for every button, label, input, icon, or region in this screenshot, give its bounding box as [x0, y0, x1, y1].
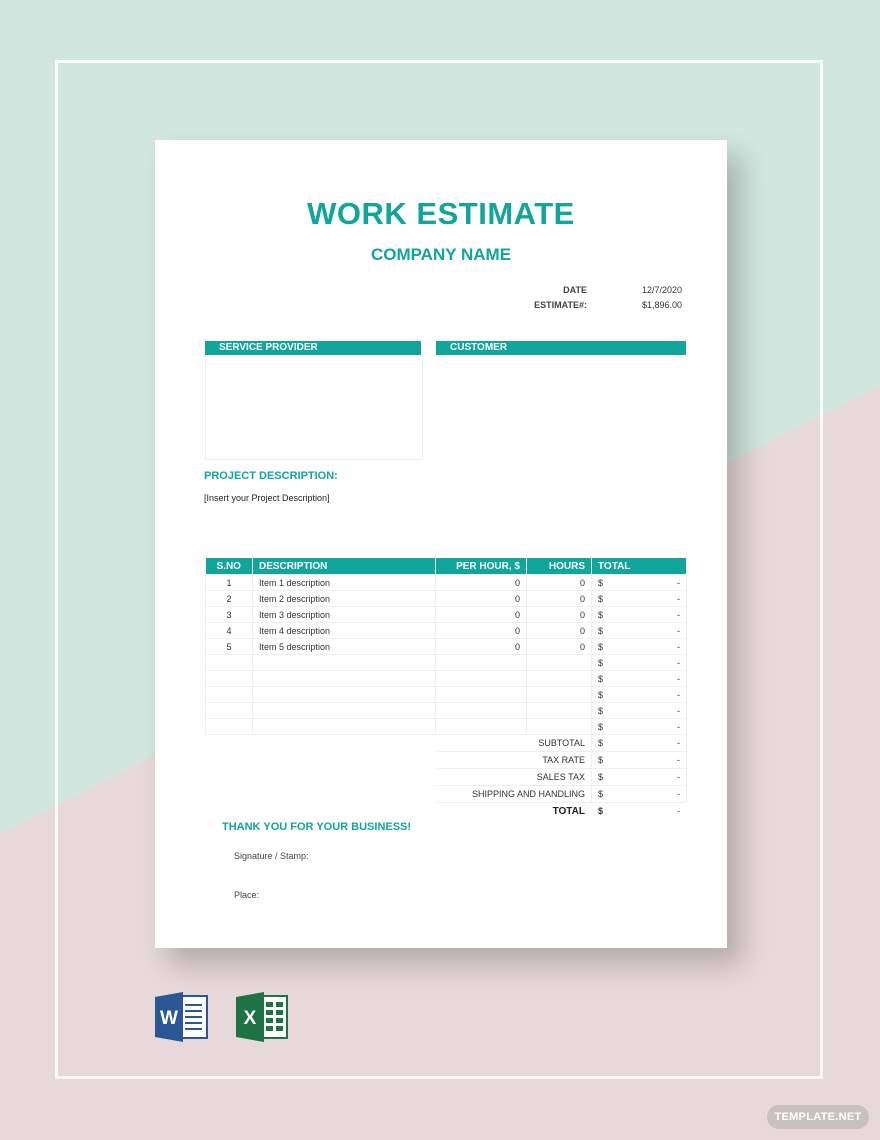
- currency-symbol: $: [598, 789, 604, 799]
- table-row: [206, 703, 687, 719]
- currency-symbol: $: [598, 772, 604, 782]
- thank-you-message: THANK YOU FOR YOUR BUSINESS!: [222, 821, 412, 833]
- summary-value-cell: [592, 803, 687, 820]
- summary-row-total: [206, 803, 687, 820]
- document-title: WORK ESTIMATE: [307, 196, 575, 231]
- summary-value-cell: [592, 752, 687, 769]
- summary-label: SALES TAX: [436, 769, 592, 786]
- cell-hours: [527, 703, 592, 719]
- cell-hours: 0: [527, 575, 592, 591]
- currency-symbol: $: [598, 738, 604, 748]
- cell-description: Item 4 description: [253, 623, 436, 639]
- header-per-hour: PER HOUR, $: [436, 558, 527, 575]
- cell-hours: 0: [527, 639, 592, 655]
- total-value: -: [677, 673, 680, 684]
- cell-per-hour: [436, 655, 527, 671]
- currency-symbol: $: [598, 657, 604, 668]
- cell-total: [592, 639, 687, 655]
- total-value: -: [677, 705, 680, 716]
- summary-label: SUBTOTAL: [436, 735, 592, 752]
- cell-description: Item 1 description: [253, 575, 436, 591]
- total-value: -: [677, 609, 680, 620]
- cell-per-hour: 0: [436, 607, 527, 623]
- project-description-text: [Insert your Project Description]: [204, 493, 330, 503]
- summary-label: SHIPPING AND HANDLING: [436, 786, 592, 803]
- cell-description: Item 2 description: [253, 591, 436, 607]
- word-format-icon: [155, 992, 209, 1042]
- cell-total: [592, 719, 687, 735]
- cell-sno: [206, 655, 253, 671]
- summary-row-subtotal: [206, 735, 687, 752]
- summary-row-sales-tax: [206, 769, 687, 786]
- total-value: -: [677, 593, 680, 604]
- summary-value-cell: [592, 735, 687, 752]
- cell-per-hour: 0: [436, 591, 527, 607]
- cell-hours: [527, 719, 592, 735]
- table-row: [206, 639, 687, 655]
- cell-sno: 1: [206, 575, 253, 591]
- cell-hours: [527, 687, 592, 703]
- excel-format-icon: [236, 992, 290, 1042]
- cell-per-hour: [436, 719, 527, 735]
- cell-total: [592, 671, 687, 687]
- total-value: -: [677, 625, 680, 636]
- cell-per-hour: [436, 703, 527, 719]
- total-value: -: [677, 641, 680, 652]
- cell-description: [253, 671, 436, 687]
- place-label: Place:: [234, 890, 260, 900]
- brand-watermark: TEMPLATE.NET: [767, 1105, 869, 1129]
- cell-description: [253, 719, 436, 735]
- table-row: [206, 623, 687, 639]
- cell-hours: [527, 671, 592, 687]
- currency-symbol: $: [598, 593, 604, 604]
- currency-symbol: $: [598, 721, 604, 732]
- currency-symbol: $: [598, 673, 604, 684]
- cell-sno: 3: [206, 607, 253, 623]
- summary-value: -: [677, 772, 680, 782]
- currency-symbol: $: [598, 609, 604, 620]
- table-row: [206, 687, 687, 703]
- summary-label: TOTAL: [552, 805, 585, 817]
- word-letter: W: [160, 1008, 178, 1029]
- summary-value: -: [677, 789, 680, 799]
- date-value: 12/7/2020: [641, 285, 682, 295]
- summary-value: -: [677, 755, 680, 765]
- table-row: [206, 655, 687, 671]
- currency-symbol: $: [598, 577, 604, 588]
- header-total: TOTAL: [592, 558, 687, 575]
- total-value: -: [677, 689, 680, 700]
- summary-row-shipping: [206, 786, 687, 803]
- table-row: [206, 671, 687, 687]
- service-provider-header: SERVICE PROVIDER: [205, 341, 421, 355]
- estimate-sheet: [155, 140, 727, 948]
- cell-sno: 5: [206, 639, 253, 655]
- date-label: DATE: [563, 285, 587, 295]
- table-row: [206, 575, 687, 591]
- cell-per-hour: 0: [436, 639, 527, 655]
- cell-sno: [206, 703, 253, 719]
- summary-row-tax-rate: [206, 752, 687, 769]
- excel-letter: X: [243, 1008, 257, 1029]
- items-table: [205, 558, 687, 820]
- estimate-value: $1,896.00: [641, 300, 682, 310]
- table-row: [206, 591, 687, 607]
- header-sno: S.NO: [206, 558, 253, 575]
- currency-symbol: $: [598, 625, 604, 636]
- service-provider-box: [205, 355, 423, 460]
- total-value: -: [677, 657, 680, 668]
- total-value: -: [677, 577, 680, 588]
- company-name: COMPANY NAME: [370, 245, 512, 264]
- summary-label: TAX RATE: [436, 752, 592, 769]
- cell-sno: [206, 687, 253, 703]
- project-description-label: PROJECT DESCRIPTION:: [204, 470, 338, 482]
- cell-description: [253, 703, 436, 719]
- cell-total: [592, 575, 687, 591]
- cell-total: [592, 687, 687, 703]
- cell-description: Item 3 description: [253, 607, 436, 623]
- cell-sno: 2: [206, 591, 253, 607]
- header-hours: HOURS: [527, 558, 592, 575]
- table-row: [206, 607, 687, 623]
- cell-hours: 0: [527, 623, 592, 639]
- summary-value-cell: [592, 786, 687, 803]
- cell-hours: [527, 655, 592, 671]
- estimate-label: ESTIMATE#:: [534, 300, 587, 310]
- summary-value-cell: [592, 769, 687, 786]
- summary-value: -: [677, 806, 680, 816]
- cell-sno: 4: [206, 623, 253, 639]
- estimate-number-row: [155, 300, 727, 312]
- cell-total: [592, 607, 687, 623]
- total-value: -: [677, 721, 680, 732]
- signature-label: Signature / Stamp:: [234, 851, 309, 861]
- header-description: DESCRIPTION: [253, 558, 436, 575]
- cell-description: Item 5 description: [253, 639, 436, 655]
- cell-total: [592, 623, 687, 639]
- currency-symbol: $: [598, 705, 604, 716]
- cell-per-hour: 0: [436, 575, 527, 591]
- cell-per-hour: [436, 671, 527, 687]
- cell-sno: [206, 719, 253, 735]
- summary-value: -: [677, 738, 680, 748]
- table-row: [206, 719, 687, 735]
- currency-symbol: $: [598, 641, 604, 652]
- customer-header: CUSTOMER: [436, 341, 686, 355]
- cell-per-hour: [436, 687, 527, 703]
- currency-symbol: $: [598, 755, 604, 765]
- cell-sno: [206, 671, 253, 687]
- cell-description: [253, 687, 436, 703]
- cell-description: [253, 655, 436, 671]
- cell-total: [592, 703, 687, 719]
- table-header-row: [206, 558, 687, 575]
- date-row: [155, 285, 727, 297]
- cell-total: [592, 591, 687, 607]
- currency-symbol: $: [598, 806, 604, 816]
- cell-total: [592, 655, 687, 671]
- cell-per-hour: 0: [436, 623, 527, 639]
- cell-hours: 0: [527, 607, 592, 623]
- cell-hours: 0: [527, 591, 592, 607]
- currency-symbol: $: [598, 689, 604, 700]
